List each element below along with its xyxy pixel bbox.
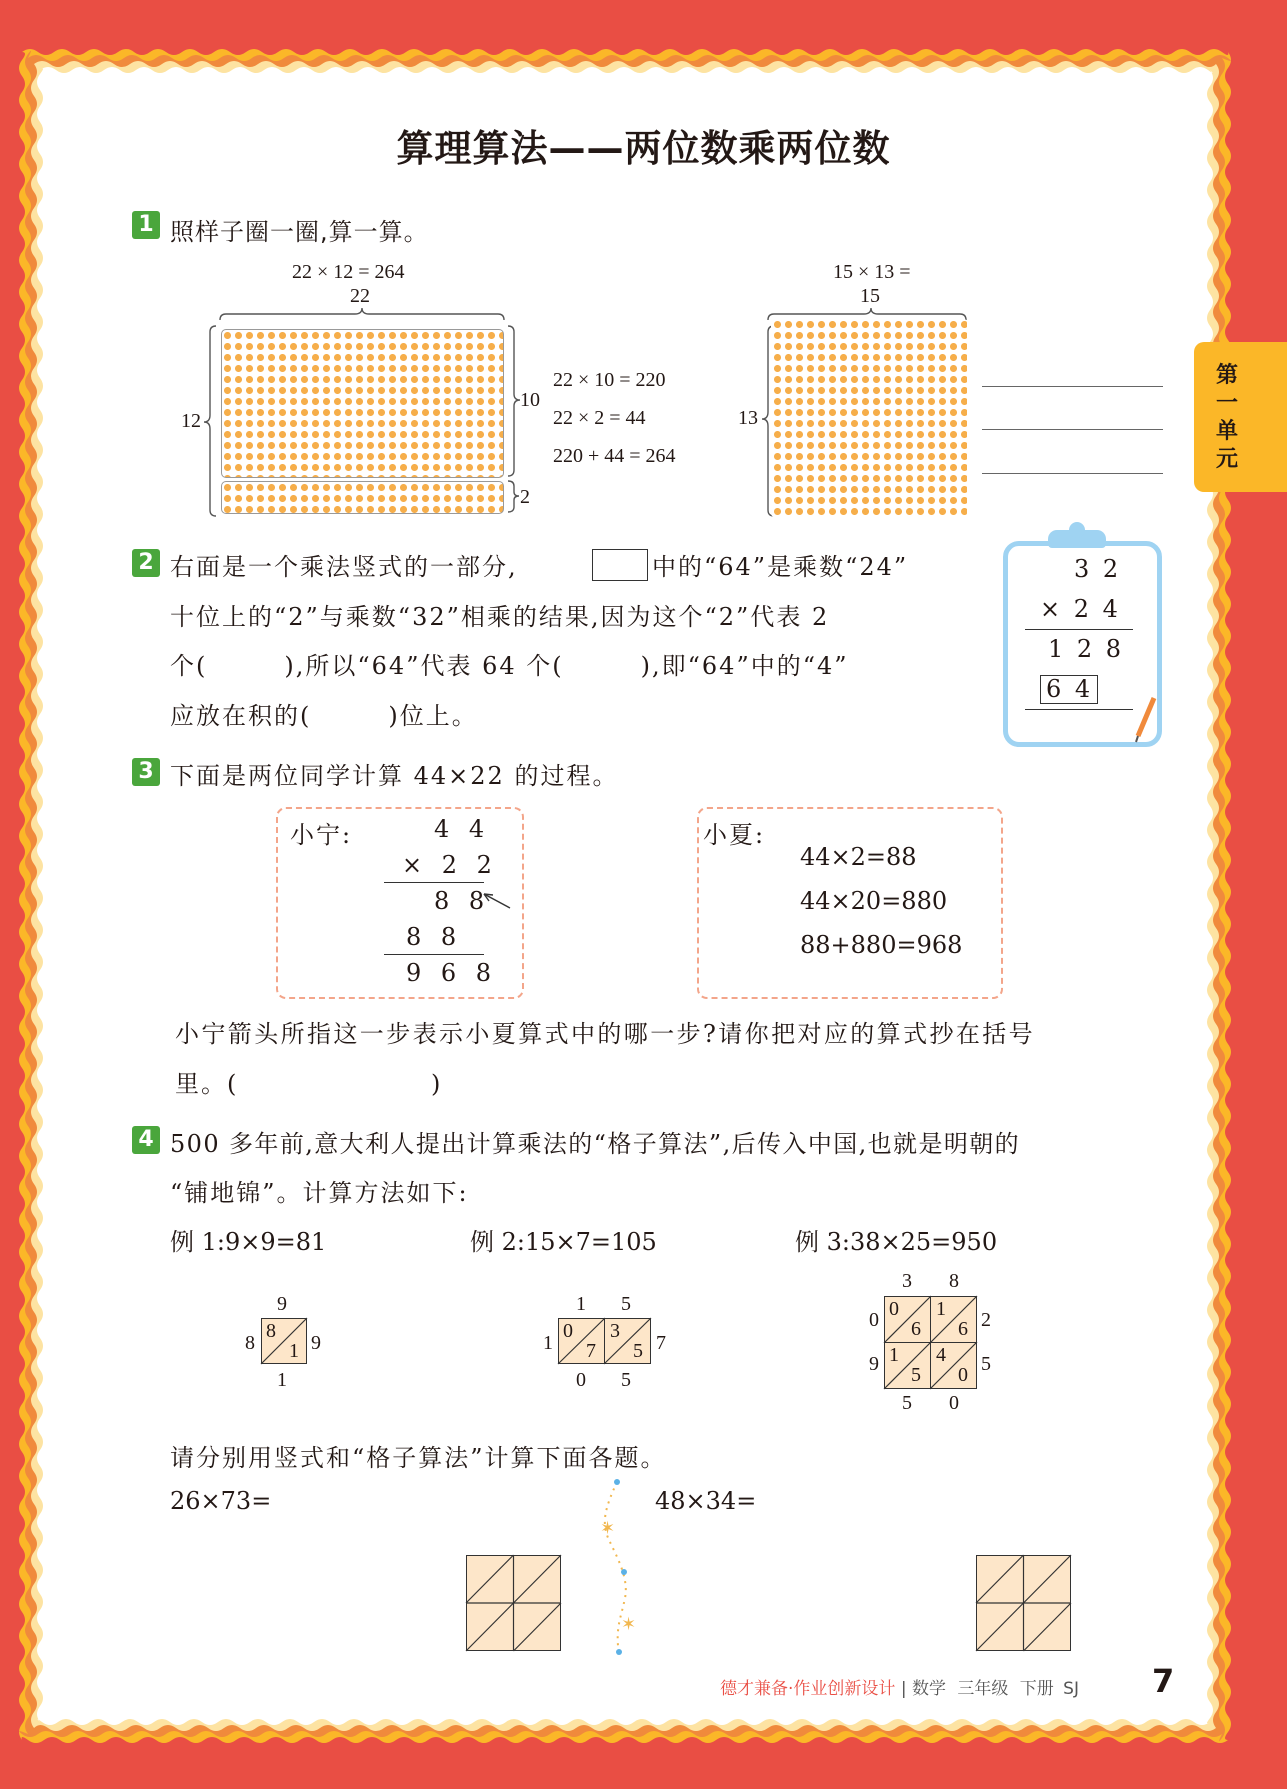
lattice-left-digit: 1 bbox=[543, 1332, 553, 1354]
lattice-cell-ones: 5 bbox=[911, 1364, 921, 1386]
lattice-right-digit: 5 bbox=[981, 1353, 991, 1375]
footer-separator: | bbox=[900, 1679, 907, 1699]
q1-prompt: 照样子圈一圈,算一算。 bbox=[170, 218, 429, 246]
q2-line3: 个( ),所以“64”代表 64 个( ),即“64”中的“4” bbox=[170, 652, 849, 680]
lattice-cell-ones: 5 bbox=[633, 1340, 643, 1362]
page-footer bbox=[720, 1674, 1079, 1699]
q4-intro-line1: 500 多年前,意大利人提出计算乘法的“格子算法”,后传入中国,也就是明朝的 bbox=[170, 1130, 1021, 1158]
vertical-row: 3 2 bbox=[1074, 555, 1122, 583]
arrow-icon bbox=[480, 890, 514, 912]
lattice-example-label: 例 2:15×7=105 bbox=[470, 1228, 657, 1256]
q1-exercise-equation: 15 × 13 = bbox=[833, 261, 911, 283]
vertical-row: 6 4 bbox=[1046, 675, 1094, 703]
dot-array-10-rows bbox=[221, 329, 504, 478]
dot-array-15x13 bbox=[771, 318, 967, 518]
q1-exercise-height-label: 13 bbox=[738, 407, 758, 429]
page-number: 7 bbox=[1152, 1662, 1175, 1700]
blank-lattice-lines bbox=[976, 1555, 1071, 1651]
lattice-top-digit: 5 bbox=[621, 1293, 631, 1315]
footer-term: 下册 bbox=[1019, 1679, 1054, 1699]
lattice-cell-tens: 0 bbox=[889, 1298, 899, 1320]
lattice-example-label: 例 3:38×25=950 bbox=[795, 1228, 998, 1256]
q1-step: 220 + 44 = 264 bbox=[553, 445, 676, 467]
blank-lattice-lines bbox=[466, 1555, 561, 1651]
lattice-left-digit: 8 bbox=[245, 1332, 255, 1354]
q3-question-line1: 小宁箭头所指这一步表示小夏算式中的哪一步?请你把对应的算式抄在括号 bbox=[175, 1020, 1036, 1048]
q4-problem: 26×73= bbox=[170, 1487, 272, 1515]
xiaoning-row: × 2 2 bbox=[402, 851, 498, 879]
vertical-rule bbox=[1025, 629, 1133, 630]
lattice-left-digit: 0 bbox=[869, 1309, 879, 1331]
xiaoxia-name: 小夏: bbox=[703, 821, 766, 849]
lattice-cell-tens: 4 bbox=[936, 1344, 946, 1366]
clipboard-ring bbox=[1069, 522, 1085, 538]
q3-prompt: 下面是两位同学计算 44×22 的过程。 bbox=[170, 762, 619, 790]
svg-text:✶: ✶ bbox=[600, 1518, 616, 1539]
xiaoning-rule bbox=[384, 954, 484, 955]
q4-instruction: 请分别用竖式和“格子算法”计算下面各题。 bbox=[170, 1444, 667, 1472]
lattice-cell-ones: 0 bbox=[958, 1364, 968, 1386]
xiaoning-name: 小宁: bbox=[290, 821, 353, 849]
q1-lower-label: 2 bbox=[520, 486, 530, 508]
vertical-row: 1 2 8 bbox=[1048, 635, 1125, 663]
xiaoning-rule bbox=[384, 882, 484, 883]
lattice-right-digit: 7 bbox=[656, 1332, 666, 1354]
q2-line1-a: 右面是一个乘法竖式的一部分, bbox=[170, 553, 518, 581]
q1-step: 22 × 2 = 44 bbox=[553, 407, 646, 429]
lattice-cell-tens: 1 bbox=[889, 1344, 899, 1366]
dotted-divider-decoration bbox=[595, 1478, 645, 1658]
lattice-cell-tens: 8 bbox=[266, 1320, 276, 1342]
lattice-cell-ones: 6 bbox=[911, 1318, 921, 1340]
lattice-top-digit: 9 bbox=[277, 1293, 287, 1315]
svg-text:✶: ✶ bbox=[621, 1614, 637, 1635]
q2-line1-b: 中的“64”是乘数“24” bbox=[652, 553, 909, 581]
q4-problem: 48×34= bbox=[655, 1487, 757, 1515]
lattice-bottom-digit: 5 bbox=[621, 1369, 631, 1391]
footer-subject: 数学 bbox=[911, 1679, 946, 1699]
xiaoning-row: 8 8 bbox=[406, 923, 463, 951]
answer-box-blank bbox=[592, 549, 648, 581]
vertical-row: × 2 4 bbox=[1040, 595, 1121, 623]
lattice-top-digit: 1 bbox=[576, 1293, 586, 1315]
vertical-rule bbox=[1025, 709, 1133, 710]
lattice-cell-ones: 1 bbox=[289, 1340, 299, 1362]
lattice-cell-tens: 3 bbox=[610, 1320, 620, 1342]
lattice-left-digit: 9 bbox=[869, 1353, 879, 1375]
lattice-right-digit: 9 bbox=[311, 1332, 321, 1354]
q1-exercise-width-label: 15 bbox=[860, 285, 880, 307]
unit-tab-char: 元 bbox=[1215, 447, 1238, 472]
q1-width-label: 22 bbox=[350, 285, 370, 307]
pencil-icon bbox=[1132, 696, 1162, 744]
question-number-badge: 3 bbox=[132, 758, 160, 786]
q1-step: 22 × 10 = 220 bbox=[553, 369, 666, 391]
xiaoning-row: 9 6 8 bbox=[406, 959, 498, 987]
unit-tab-char: 第 bbox=[1215, 363, 1238, 388]
dot-array-2-rows bbox=[221, 481, 504, 514]
xiaoning-row: 8 8 bbox=[434, 887, 491, 915]
lattice-right-digit: 2 bbox=[981, 1309, 991, 1331]
lattice-cell-tens: 1 bbox=[936, 1298, 946, 1320]
q4-intro-line2: “铺地锦”。计算方法如下: bbox=[170, 1179, 469, 1207]
unit-tab-char: 单 bbox=[1215, 419, 1238, 444]
q1-height-label: 12 bbox=[181, 410, 201, 432]
page-title: 算理算法——两位数乘两位数 bbox=[396, 127, 891, 170]
footer-grade: 三年级 bbox=[957, 1679, 1009, 1699]
lattice-example-label: 例 1:9×9=81 bbox=[170, 1228, 327, 1256]
footer-brand: 德才兼备·作业创新设计 bbox=[720, 1679, 896, 1699]
q3-question-line2: 里。( ) bbox=[175, 1070, 443, 1098]
xiaoxia-step: 88+880=968 bbox=[800, 931, 963, 959]
xiaoning-row: 4 4 bbox=[434, 815, 491, 843]
lattice-bottom-digit: 0 bbox=[576, 1369, 586, 1391]
q2-line2: 十位上的“2”与乘数“32”相乘的结果,因为这个“2”代表 2 bbox=[170, 603, 830, 631]
question-number-badge: 2 bbox=[132, 549, 160, 577]
unit-tab-char: 一 bbox=[1215, 391, 1238, 416]
xiaoxia-step: 44×20=880 bbox=[800, 887, 948, 915]
lattice-bottom-digit: 1 bbox=[277, 1369, 287, 1391]
lattice-top-digit: 8 bbox=[949, 1270, 959, 1292]
xiaoxia-step: 44×2=88 bbox=[800, 843, 917, 871]
footer-edition: SJ bbox=[1063, 1679, 1079, 1699]
question-number-badge: 1 bbox=[132, 211, 160, 239]
answer-line[interactable] bbox=[982, 473, 1163, 474]
q1-upper-label: 10 bbox=[520, 389, 540, 411]
lattice-cell-ones: 7 bbox=[586, 1340, 596, 1362]
answer-line[interactable] bbox=[982, 429, 1163, 430]
lattice-bottom-digit: 5 bbox=[902, 1392, 912, 1414]
lattice-cell-tens: 0 bbox=[563, 1320, 573, 1342]
lattice-top-digit: 3 bbox=[902, 1270, 912, 1292]
answer-line[interactable] bbox=[982, 386, 1163, 387]
q1-example-equation: 22 × 12 = 264 bbox=[292, 261, 405, 283]
lattice-cell-ones: 6 bbox=[958, 1318, 968, 1340]
lattice-bottom-digit: 0 bbox=[949, 1392, 959, 1414]
question-number-badge: 4 bbox=[132, 1126, 160, 1154]
q2-line4: 应放在积的( )位上。 bbox=[170, 702, 478, 730]
